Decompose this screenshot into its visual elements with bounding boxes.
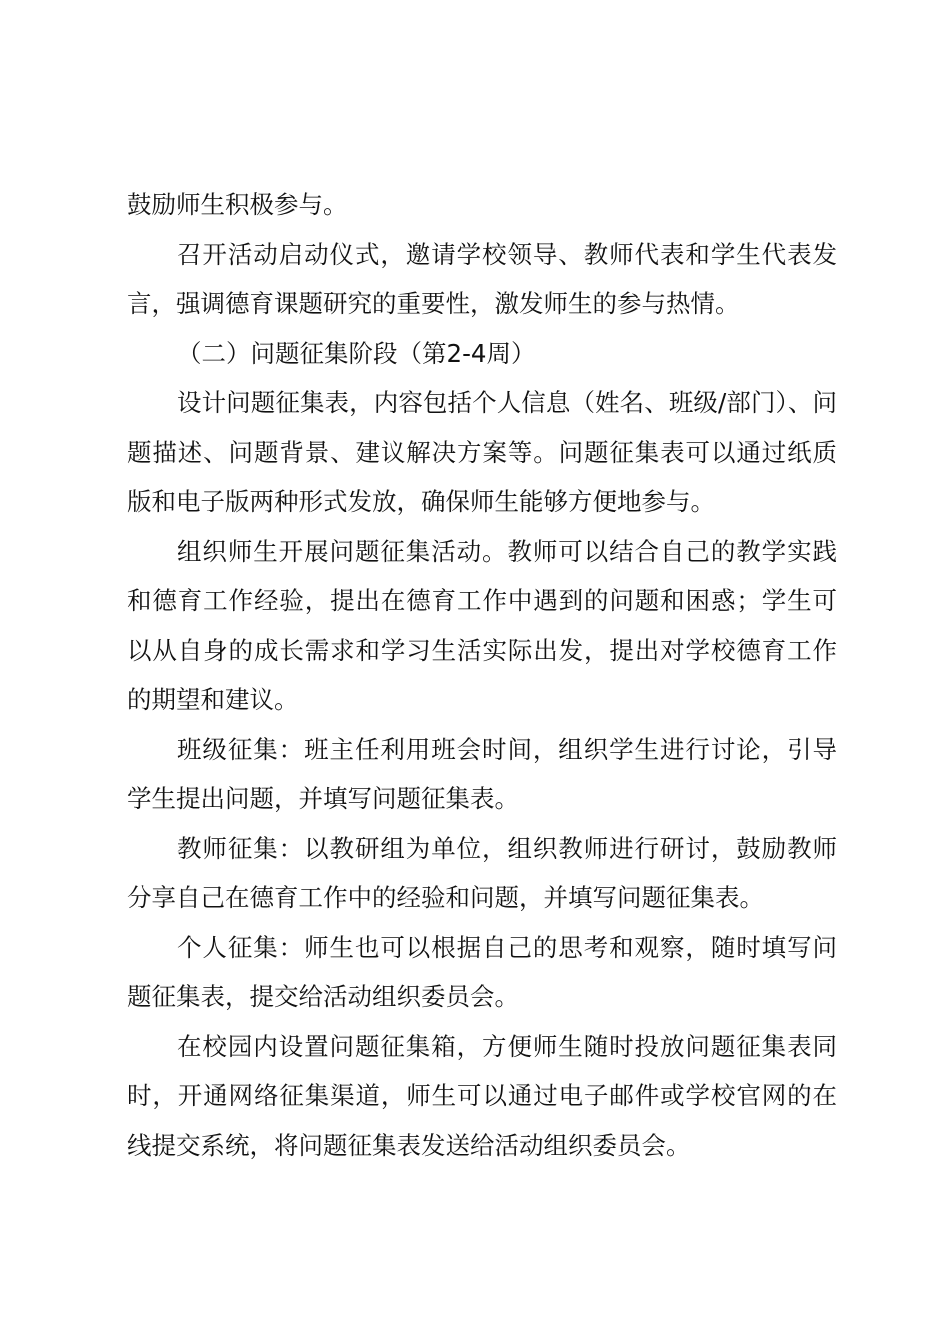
document-body [127, 180, 837, 1170]
paragraph-personal-collection: 个人征集：师生也可以根据自己的思考和观察，随时填写问题征集表，提交给活动组织委员会。 [127, 932, 837, 1011]
paragraph-organize-collection: 组织师生开展问题征集活动。教师可以结合自己的教学实践和德育工作经验，提出在德育工作中遇到的问题和困惑；学生可以从自身的成长需求和学习生活实际出发，提出对学校德育工作的期望和建议。 [127, 536, 837, 714]
section-heading-question-collection: （二）问题征集阶段（第2-4周） [177, 338, 536, 368]
paragraph-collection-box: 在校园内设置问题征集箱，方便师生随时投放问题征集表同时，开通网络征集渠道，师生可以通过电子邮件或学校官网的在线提交系统，将问题征集表发送给活动组织委员会。 [127, 1031, 837, 1160]
paragraph-teacher-collection: 教师征集：以教研组为单位，组织教师进行研讨，鼓励教师分享自己在德育工作中的经验和问题，并填写问题征集表。 [127, 833, 837, 912]
paragraph-continuation: 鼓励师生积极参与。 [127, 190, 348, 219]
paragraph-design-form: 设计问题征集表，内容包括个人信息（姓名、班级/部门）、问题描述、问题背景、建议解决方案等。问题征集表可以通过纸质版和电子版两种形式发放，确保师生能够方便地参与。 [127, 388, 837, 516]
paragraph-launch-ceremony: 召开活动启动仪式，邀请学校领导、教师代表和学生代表发言，强调德育课题研究的重要性，激发师生的参与热情。 [127, 239, 837, 318]
paragraph-class-collection: 班级征集：班主任利用班会时间，组织学生进行讨论，引导学生提出问题，并填写问题征集表。 [127, 734, 837, 813]
